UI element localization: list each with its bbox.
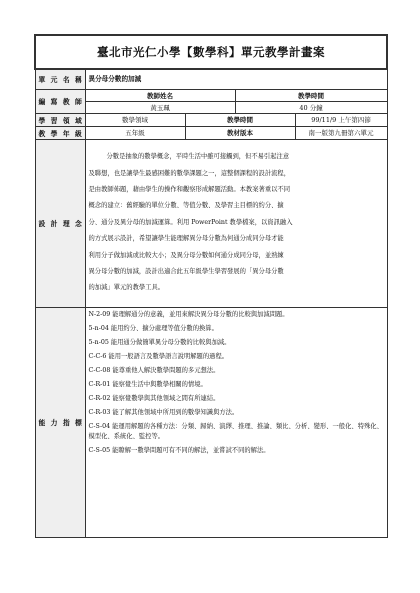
design-line: 分數是抽象的數學概念，平時生活中雖可接觸到，但不易引起注意: [106, 153, 290, 161]
design-line: 利用分子做加減或比較大小；及異分母分數如何通分成同分母，並熟練: [88, 251, 284, 259]
ability-item: 5-n-05 能用通分做簡單異分母分數的比較與加減。: [88, 338, 231, 346]
ability-item: N-2-09 能理解通分的意義，並用來解決異分母分數的比較與加減問題。: [88, 310, 289, 318]
textbook-version-value: 南一版第九冊第六單元: [295, 126, 387, 139]
ability-item: C-S-05 能瞭解一數學問題可有不同的解法，並嘗試不同的解法。: [88, 446, 270, 454]
teacher-name-header: 教師姓名: [85, 89, 235, 101]
designer-label: 編 寫 教 師: [35, 89, 85, 113]
design-line: 分、通分及異分母的加減運算。利用 PowerPoint 教學檔案，以資訊融入: [88, 218, 293, 226]
grade-label: 教 學 年 級: [35, 126, 85, 139]
ability-item: C-C-08 能尊重他人解決數學問題的多元想法。: [88, 366, 220, 374]
design-line: 的方式展示設計，希望讓學生能理解異分母分數為何通分成同分母才能: [88, 235, 284, 243]
design-line: 異分母分數的加減，設計出適合此五年級學生學習發展的「異分母分數: [88, 268, 284, 276]
ability-item: C-S-04 能運用解題的各種方法：分類、歸納、演繹、推理、推論、類比、分析、變形、一般化、特殊化、模型化、系統化、監控等。: [88, 422, 383, 440]
ability-item: C-C-6 能用一般語言及數學語言說明解題的過程。: [88, 352, 229, 360]
ability-item: C-R-02 能察覺數學與其他領域之間有所連結。: [88, 394, 220, 402]
grade-value: 五年級: [85, 126, 185, 139]
learning-domain-value: 數學領域: [85, 113, 185, 126]
ability-item: 5-n-04 能用約分、擴分處理等值分數的換算。: [88, 324, 218, 332]
teacher-name: 黃玉珮: [85, 101, 235, 113]
textbook-version-label: 教材版本: [185, 126, 295, 139]
ability-item: C-R-01 能察覺生活中與數學相關的情境。: [88, 380, 207, 388]
design-line: 概念的建立：舊經驗的單位分數、等值分數、及學習主目標的約分、擴: [88, 202, 284, 210]
schedule-value: 99/11/9 上午第四節: [295, 113, 387, 126]
design-line: 是由教師佈題，藉由學生的操作和觀察形成解題活動。本教案著重以不同: [88, 185, 290, 193]
schedule-label: 教學時間: [185, 113, 295, 126]
lesson-plan-table: [34, 34, 388, 538]
learning-domain-label: 學 習 領 域: [35, 113, 85, 126]
ability-indicators-label: 能 力 指 標: [35, 307, 85, 537]
design-line: 的加減」單元的教學工具。: [88, 284, 165, 292]
page-title: 臺北市光仁小學【數學科】單元教學計畫案: [35, 35, 387, 69]
unit-name-value: 異分母分數的加減: [85, 69, 387, 89]
teaching-time-header: 教學時間: [235, 89, 387, 101]
design-concept-label: 設 計 理 念: [35, 139, 85, 307]
lesson-plan-document: [34, 34, 386, 538]
design-line: 及聯想，也是讓學生最感困難的數學課題之一，這整個課程的設計流程，: [88, 169, 290, 177]
teaching-time: 40 分鐘: [235, 101, 387, 113]
ability-indicators-list: [85, 307, 387, 537]
unit-name-label: 單 元 名 稱: [35, 69, 85, 89]
ability-item: C-R-03 能了解其他領域中所用到的數學知識與方法。: [88, 408, 239, 416]
design-concept-text: [85, 139, 387, 307]
